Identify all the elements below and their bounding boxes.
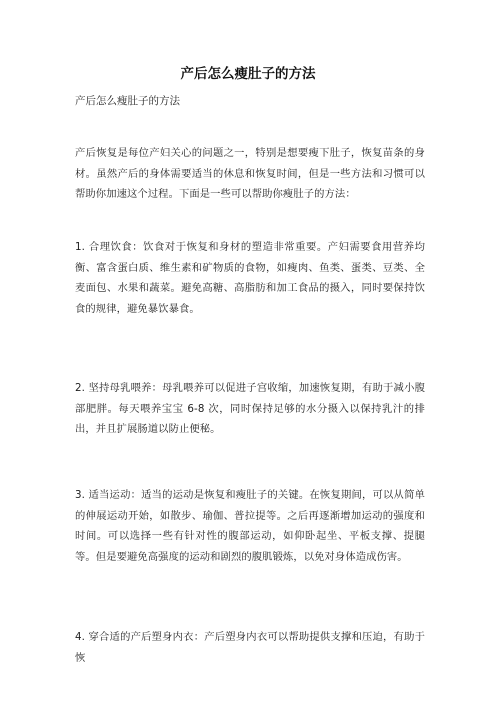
intro-paragraph: 产后恢复是每位产妇关心的问题之一，特别是想要瘦下肚子，恢复苗条的身材。虽然产后的身体需要适当的休息和恢复时间，但是一些方法和习惯可以帮助你加速这个过程。下面是一些可以帮助你瘦肚子的方法：	[75, 147, 425, 200]
document-title: 产后怎么瘦肚子的方法	[180, 66, 316, 82]
method-paragraph-exercise: 3. 适当运动：适当的运动是恢复和瘦肚子的关键。在恢复期间，可以从简单的伸展运动开始，如散步、瑜伽、普拉提等。之后再逐渐增加运动的强度和时间。可以选择一些有针对性的腹部运动，如仰卧起坐、平板支撑、提腿等。但是要避免高强度的运动和剧烈的腹肌锻炼，以免对身体造成伤害。	[75, 489, 425, 563]
method-paragraph-shapewear: 4. 穿合适的产后塑身内衣：产后塑身内衣可以帮助提供支撑和压迫，有助于恢	[75, 631, 425, 664]
method-paragraph-breastfeeding: 2. 坚持母乳喂养：母乳喂养可以促进子宫收缩，加速恢复期，有助于减小腹部肥胖。每天喂养宝宝 6-8 次，同时保持足够的水分摄入以保持乳汁的排出，并且扩展肠道以防止便秘。	[75, 382, 425, 435]
document-subtitle: 产后怎么瘦肚子的方法	[75, 95, 180, 107]
method-paragraph-diet: 1. 合理饮食：饮食对于恢复和身材的塑造非常重要。产妇需要食用营养均衡、富含蛋白质、维生素和矿物质的食物，如瘦肉、鱼类、蛋类、豆类、全麦面包、水果和蔬菜。避免高糖、高脂肪和加工食品的摄入，同时要保持饮食的规律，避免暴饮暴食。	[75, 241, 425, 315]
